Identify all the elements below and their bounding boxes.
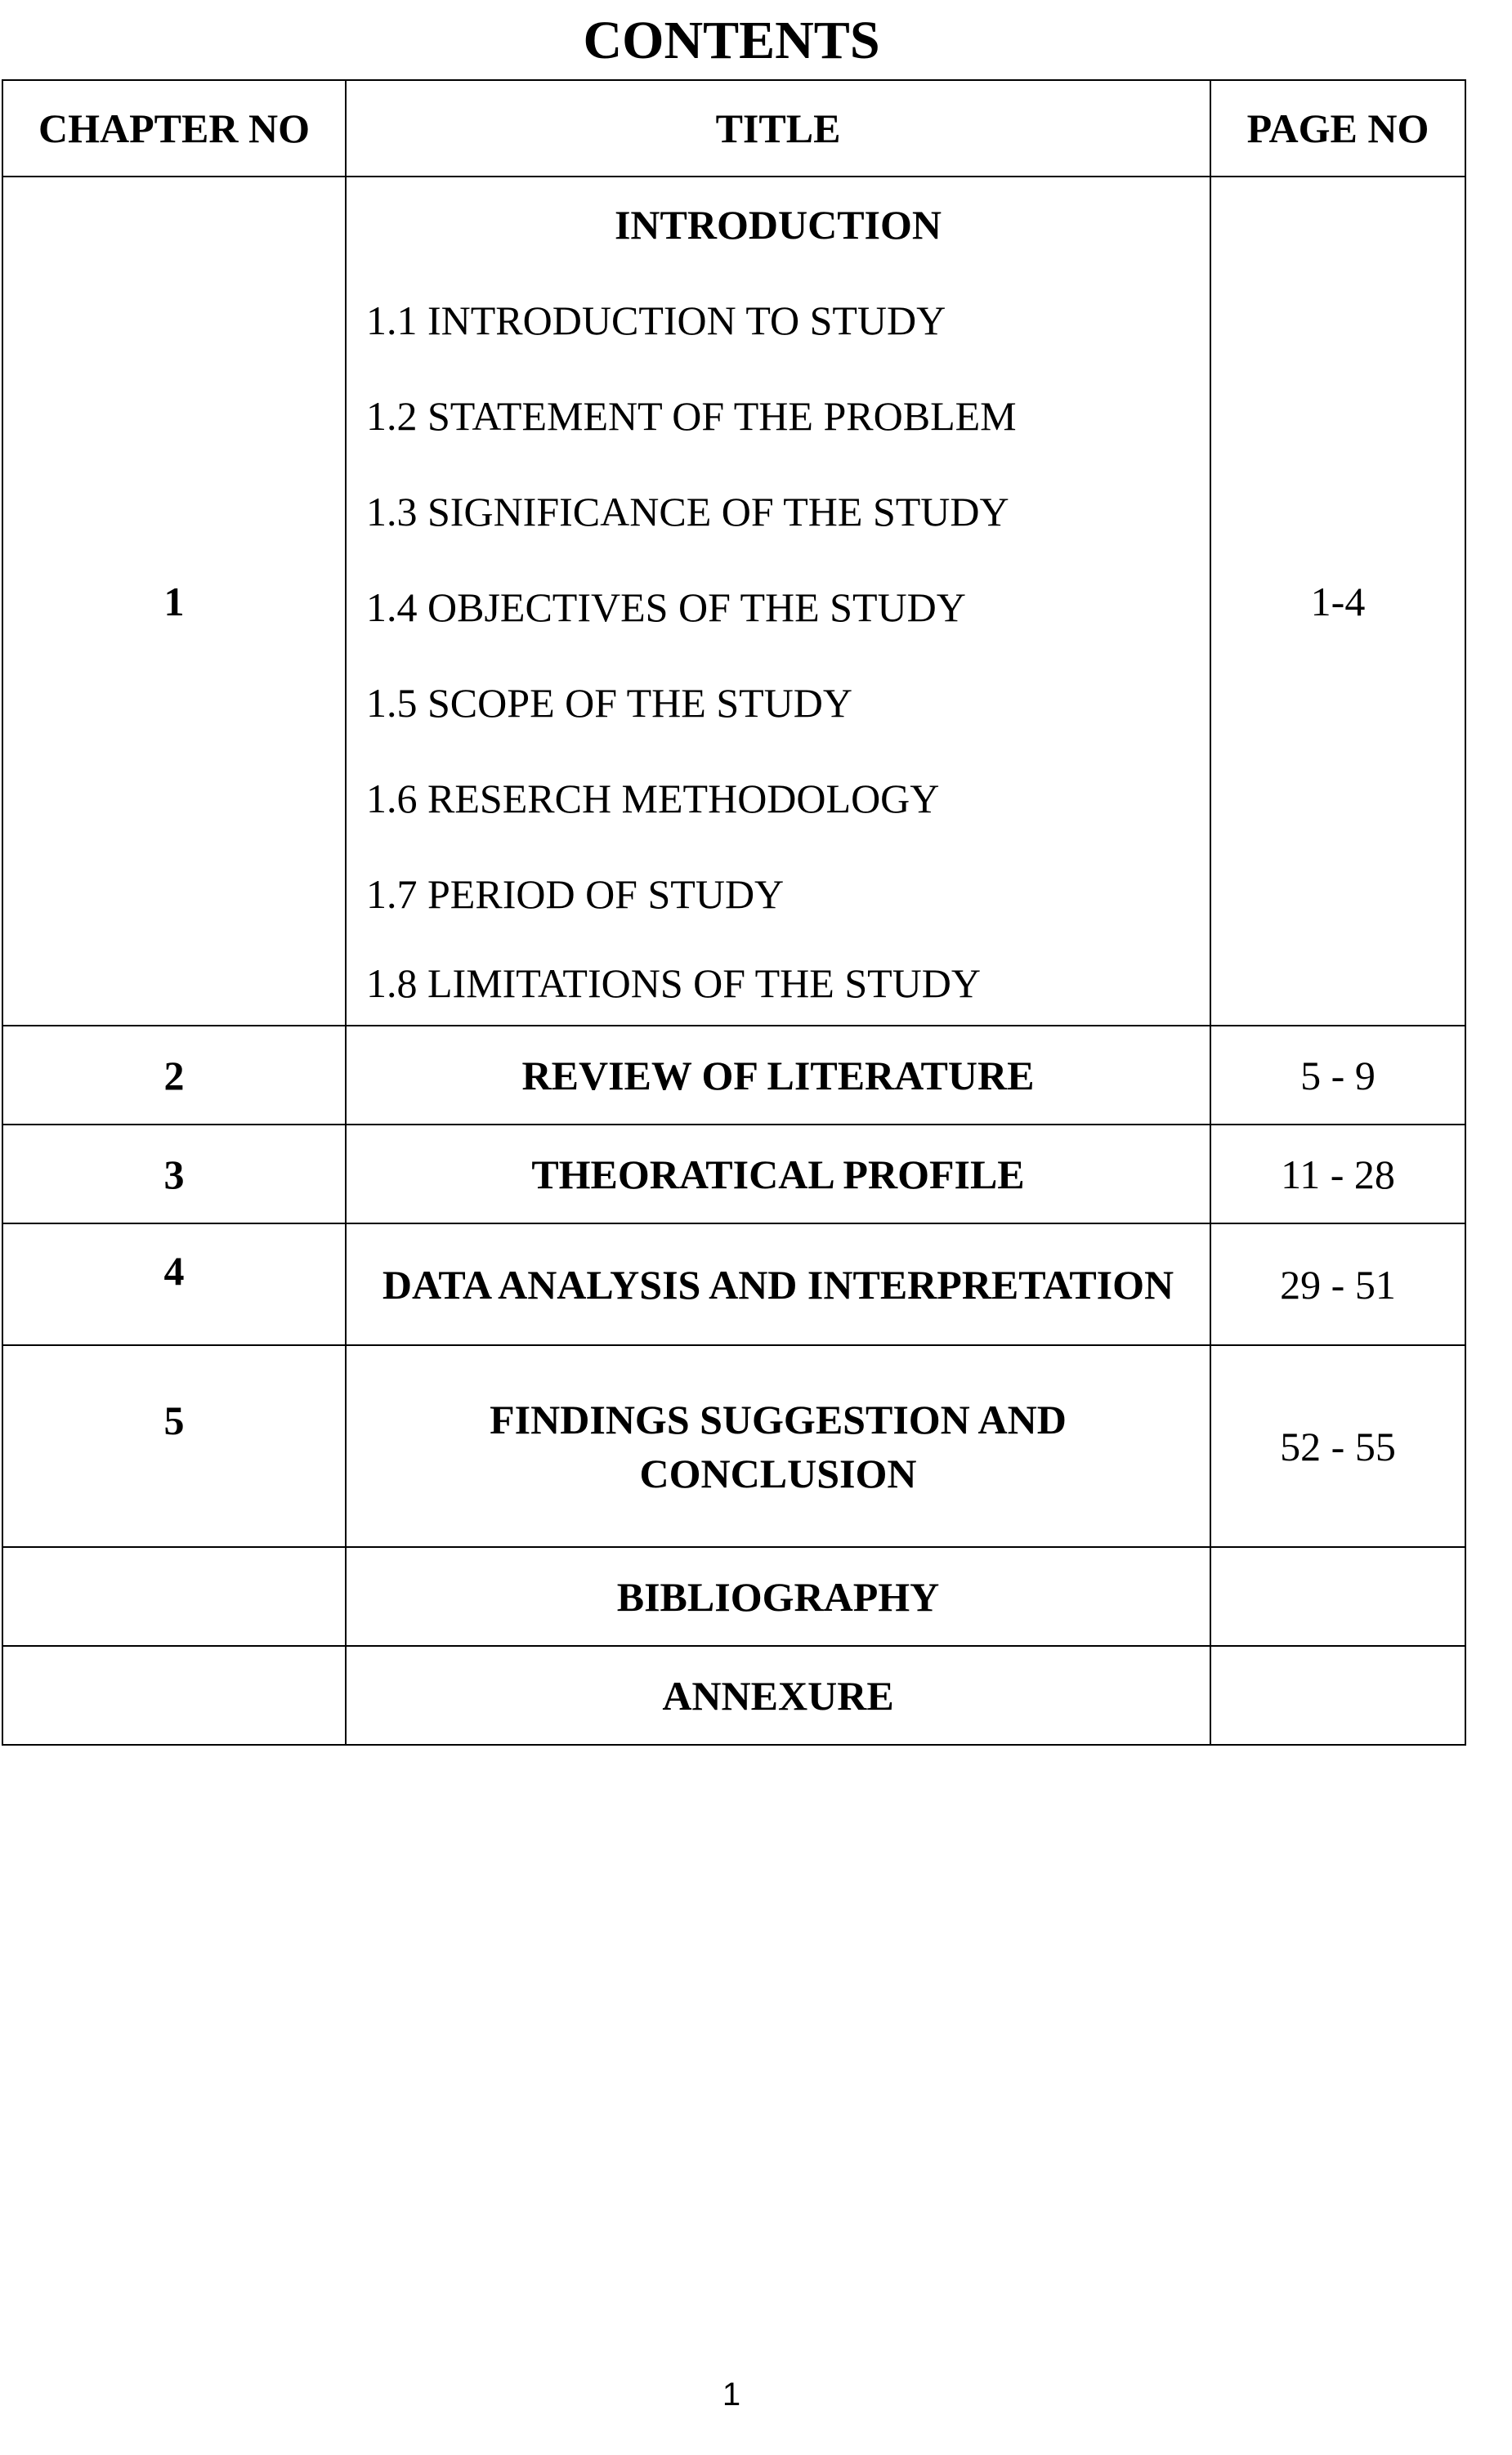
table-row-chapter-1 xyxy=(2,177,1465,1026)
contents-table xyxy=(2,79,1466,1746)
page-range: 5 - 9 xyxy=(1210,1026,1465,1125)
subsection-item: 1.4 OBJECTIVES OF THE STUDY xyxy=(366,584,966,630)
subsection-item: 1.7 PERIOD OF STUDY xyxy=(366,871,785,917)
page-title: CONTENTS xyxy=(583,11,880,70)
chapter-title: THEORATICAL PROFILE xyxy=(346,1125,1210,1223)
chapter-title-line: CONCLUSION xyxy=(639,1450,917,1496)
table-row-bibliography xyxy=(2,1547,1465,1646)
table-row-chapter-3 xyxy=(2,1125,1465,1223)
header-page-no: PAGE NO xyxy=(1210,80,1465,177)
chapter-number: 4 xyxy=(2,1223,346,1345)
chapter-title-line: FINDINGS SUGGESTION AND xyxy=(490,1396,1067,1442)
chapter-title: BIBLIOGRAPHY xyxy=(346,1547,1210,1646)
subsection-item: 1.5 SCOPE OF THE STUDY xyxy=(366,680,852,726)
chapter-number xyxy=(2,1547,346,1646)
subsection-item: 1.6 RESERCH METHODOLOGY xyxy=(366,776,940,821)
page-range: 11 - 28 xyxy=(1210,1125,1465,1223)
table-row-chapter-2 xyxy=(2,1026,1465,1125)
chapter-title: DATA ANALYSIS AND INTERPRETATION xyxy=(346,1223,1210,1345)
chapter-number: 3 xyxy=(2,1125,346,1223)
subsection-item: 1.2 STATEMENT OF THE PROBLEM xyxy=(366,393,1017,439)
subsection-item: 1.8 LIMITATIONS OF THE STUDY xyxy=(366,960,982,1006)
chapter-number: 1 xyxy=(2,177,346,1026)
page-range xyxy=(1210,1646,1465,1745)
table-header-row xyxy=(2,80,1465,177)
page-range: 52 - 55 xyxy=(1210,1345,1465,1547)
chapter-title: INTRODUCTION xyxy=(614,202,942,248)
table-row-annexure xyxy=(2,1646,1465,1745)
chapter-title xyxy=(346,1345,1210,1547)
chapter-number xyxy=(2,1646,346,1745)
header-title: TITLE xyxy=(346,80,1210,177)
subsection-item: 1.3 SIGNIFICANCE OF THE STUDY xyxy=(366,489,1009,534)
chapter-title: ANNEXURE xyxy=(346,1646,1210,1745)
chapter-number: 5 xyxy=(2,1345,346,1547)
table-row-chapter-5 xyxy=(2,1345,1465,1547)
subsection-item: 1.1 INTRODUCTION TO STUDY xyxy=(366,297,946,343)
page-range: 29 - 51 xyxy=(1210,1223,1465,1345)
chapter-title-cell xyxy=(346,177,1210,1026)
chapter-title: REVIEW OF LITERATURE xyxy=(346,1026,1210,1125)
table-row-chapter-4 xyxy=(2,1223,1465,1345)
chapter-number: 2 xyxy=(2,1026,346,1125)
header-chapter-no: CHAPTER NO xyxy=(2,80,346,177)
page-range: 1-4 xyxy=(1210,177,1465,1026)
footer-page-number: 1 xyxy=(722,2377,741,2413)
page-range xyxy=(1210,1547,1465,1646)
